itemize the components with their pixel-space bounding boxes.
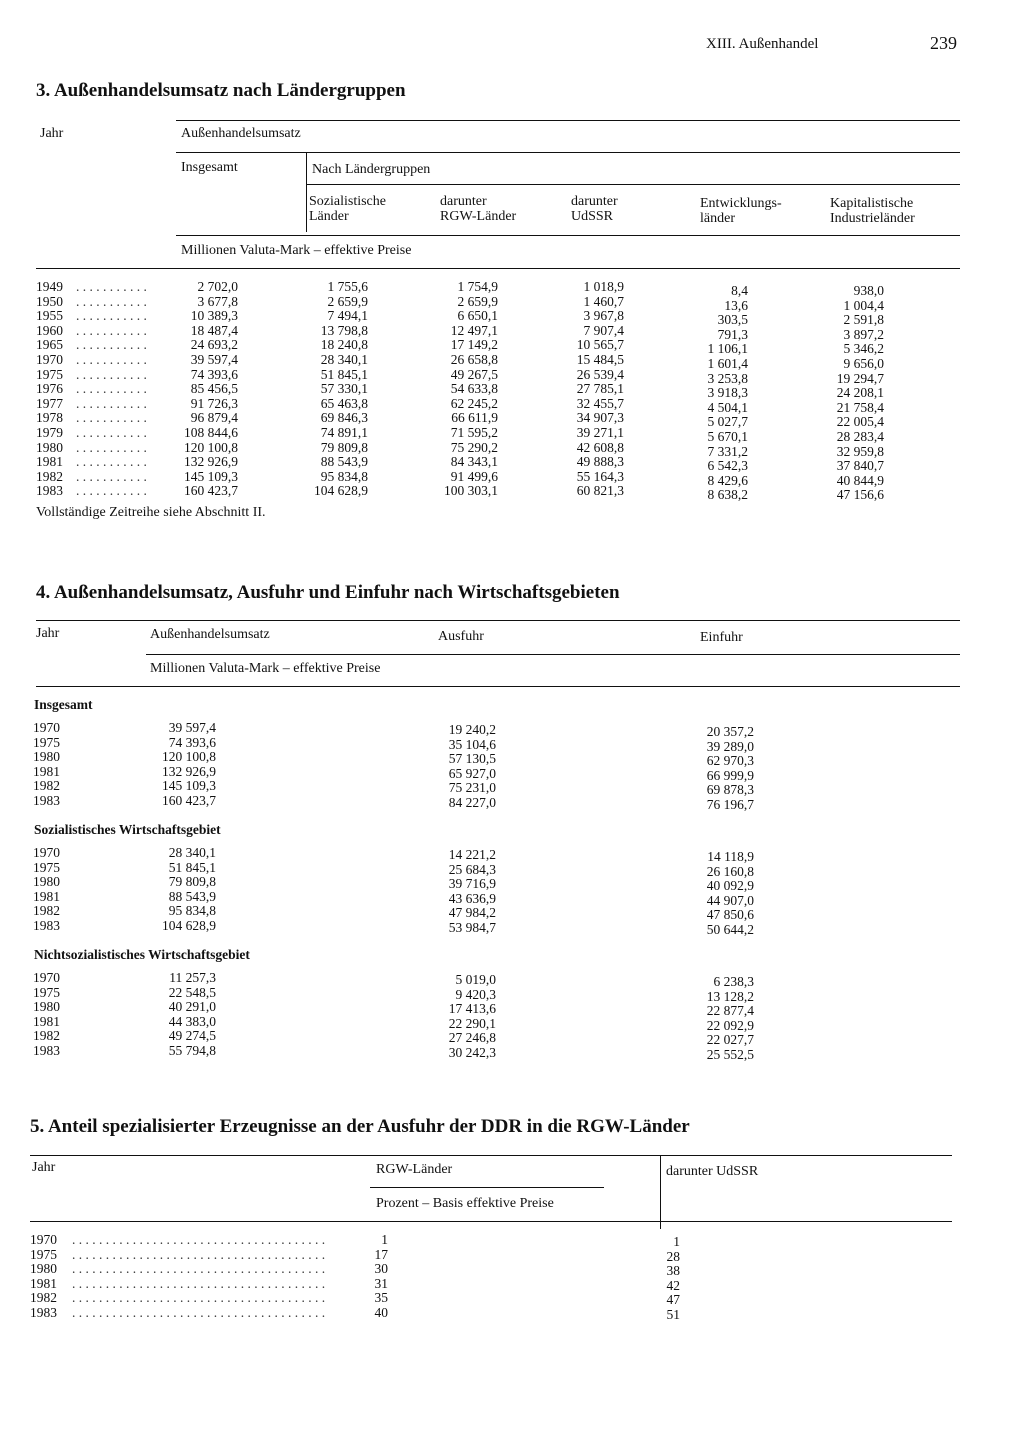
table-cell: 132 926,9 (184, 454, 238, 470)
table-cell: 66 999,9 (706, 767, 754, 783)
colhead-line: Sozialistische (309, 194, 386, 209)
table-cell-year: 1950 (36, 293, 63, 309)
table3-colhead-rgw (440, 194, 516, 224)
table-cell: 44 907,0 (706, 892, 754, 908)
table-cell: 39 597,4 (190, 351, 238, 367)
table-cell: 40 092,9 (706, 878, 754, 894)
table-cell-year: 1982 (33, 778, 60, 794)
table-cell: 55 794,8 (168, 1042, 216, 1058)
table-cell: 8 638,2 (707, 487, 748, 503)
table-cell: 42 (666, 1277, 680, 1293)
table-cell: 74 393,6 (168, 734, 216, 750)
table-cell-year: 1981 (33, 888, 60, 904)
table-cell: 5 019,0 (455, 972, 496, 987)
table-cell: 28 340,1 (320, 351, 368, 367)
table5-head-year: Jahr (32, 1160, 56, 1175)
table3-head-total: Insgesamt (181, 160, 238, 175)
leader-dots: . . . . . . . . . . . (76, 410, 147, 426)
colhead-line: Entwicklungs- (700, 196, 782, 211)
table3-head-by-group: Nach Ländergruppen (312, 162, 431, 177)
table-cell-year: 1983 (36, 483, 63, 499)
table-cell: 32 959,8 (836, 443, 884, 459)
leader-dots: . . . . . . . . . . . (76, 483, 147, 499)
table-cell: 13 128,2 (706, 988, 754, 1004)
table-cell: 22 005,4 (836, 414, 884, 430)
table-cell: 88 543,9 (320, 454, 368, 470)
table-cell: 9 656,0 (843, 355, 884, 371)
table-cell: 74 891,1 (320, 424, 368, 440)
leader-dots: . . . . . . . . . . . (76, 424, 147, 440)
table-cell: 40 291,0 (168, 999, 216, 1015)
table-cell: 10 565,7 (576, 337, 624, 353)
table-cell: 62 970,3 (706, 753, 754, 769)
table-cell: 1 (381, 1232, 388, 1247)
table-cell: 47 156,6 (836, 487, 884, 503)
table-cell: 11 257,3 (169, 970, 216, 985)
table-cell: 50 644,2 (706, 921, 754, 937)
leader-dots: . . . . . . . . . . . . . . . . . . . . . . . . . . . . . . . . . . . . . . (72, 1232, 326, 1247)
table-cell: 2 659,9 (457, 293, 498, 309)
table-cell: 1 601,4 (707, 355, 748, 371)
table-cell: 145 109,3 (184, 468, 238, 484)
table5-col-rgw (340, 1233, 388, 1321)
table-cell: 49 267,5 (450, 366, 498, 382)
table5-col-udssr (636, 1235, 680, 1323)
table-cell: 13,6 (724, 297, 748, 313)
table-cell: 44 383,0 (168, 1013, 216, 1029)
table3-colhead-entw (700, 196, 782, 226)
table-cell: 31 (374, 1275, 388, 1291)
table-cell-year: 1970 (33, 970, 60, 985)
table-cell: 51 845,1 (168, 859, 216, 875)
table-cell: 15 484,5 (576, 351, 624, 367)
table-cell: 13 798,8 (320, 322, 368, 338)
table-cell: 3 897,2 (843, 326, 884, 342)
table-cell: 6 542,3 (707, 458, 748, 474)
table-cell: 1 004,4 (843, 297, 884, 313)
table-cell-year: 1981 (36, 454, 63, 470)
table-cell: 85 456,5 (190, 381, 238, 397)
leader-dots: . . . . . . . . . . . (76, 351, 147, 367)
table3-rule-3 (306, 184, 960, 185)
table-cell: 39 271,1 (576, 424, 624, 440)
table5-title: 5. Anteil spezialisierter Erzeugnisse an der Ausfuhr der DDR in die RGW-Länder (30, 1116, 690, 1137)
table-cell: 9 420,3 (455, 986, 496, 1002)
table4-g1-einfuhr (668, 850, 754, 938)
table-cell-year: 1977 (36, 395, 63, 411)
table-cell: 4 504,1 (707, 399, 748, 415)
table4-colhead-umsatz: Außenhandelsumsatz (150, 627, 270, 642)
table-cell: 24 693,2 (190, 337, 238, 353)
table-cell-year: 1975 (33, 984, 60, 1000)
table-cell: 88 543,9 (168, 888, 216, 904)
table-cell-year: 1970 (33, 845, 60, 860)
table-cell-year: 1983 (33, 792, 60, 808)
running-head: XIII. Außenhandel (706, 36, 819, 52)
table-cell: 28 (666, 1248, 680, 1264)
leader-dots: . . . . . . . . . . . (76, 366, 147, 382)
table4-colhead-einfuhr: Einfuhr (700, 630, 743, 645)
table-cell-year: 1981 (33, 763, 60, 779)
table-cell: 3 253,8 (707, 370, 748, 386)
table3-col-total (150, 280, 238, 499)
table-cell-year: 1980 (33, 999, 60, 1015)
table4-title: 4. Außenhandelsumsatz, Ausfuhr und Einfuhr nach Wirtschaftsgebieten (36, 582, 620, 603)
page-number: 239 (930, 33, 957, 53)
table4-g2-ausfuhr (410, 973, 496, 1061)
table-cell: 30 242,3 (448, 1044, 496, 1060)
table-cell: 57 130,5 (448, 751, 496, 767)
table-cell-year: 1982 (36, 468, 63, 484)
table4-unit: Millionen Valuta-Mark – effektive Preise (150, 661, 381, 676)
table-cell-year: 1983 (30, 1304, 57, 1320)
table-cell: 7 331,2 (707, 443, 748, 459)
leader-dots: . . . . . . . . . . . . . . . . . . . . . . . . . . . . . . . . . . . . . . (72, 1304, 326, 1320)
table-cell: 25 552,5 (706, 1046, 754, 1062)
leader-dots: . . . . . . . . . . . (76, 337, 147, 353)
table-cell: 40 (374, 1304, 388, 1320)
table3-col-kap (796, 284, 884, 503)
table-cell: 18 240,8 (320, 337, 368, 353)
table-cell: 39 716,9 (448, 876, 496, 892)
table5-colhead-rgw: RGW-Länder (376, 1162, 453, 1177)
leader-dots: . . . . . . . . . . . (76, 468, 147, 484)
table-cell: 108 844,6 (184, 424, 238, 440)
table3-colhead-kap (830, 196, 915, 226)
table-cell-year: 1979 (36, 424, 63, 440)
table4-head-year: Jahr (36, 626, 60, 641)
table-cell: 22 548,5 (168, 984, 216, 1000)
table3-rule-5 (36, 268, 960, 269)
table-cell: 18 487,4 (190, 322, 238, 338)
table4-group-label: Sozialistisches Wirtschaftsgebiet (34, 822, 221, 837)
colhead-line: Kapitalistische (830, 196, 914, 211)
table-cell: 69 878,3 (706, 782, 754, 798)
table3-footnote: Vollständige Zeitreihe siehe Abschnitt II. (36, 505, 266, 520)
table-cell: 791,3 (717, 326, 748, 342)
table4-rule-2 (146, 654, 960, 655)
colhead-line: länder (700, 211, 735, 226)
table-cell: 47 850,6 (706, 907, 754, 923)
table-cell: 160 423,7 (162, 792, 216, 808)
leader-dots: . . . . . . . . . . . . . . . . . . . . . . . . . . . . . . . . . . . . . . (72, 1290, 326, 1306)
table3-colhead-soz (309, 194, 386, 224)
table-cell-year: 1980 (30, 1261, 57, 1277)
table-cell: 54 633,8 (450, 381, 498, 397)
table-cell: 32 455,7 (576, 395, 624, 411)
table-cell: 6 650,1 (457, 308, 498, 324)
colhead-line: darunter (440, 194, 487, 209)
table-cell: 160 423,7 (184, 483, 238, 499)
leader-dots: . . . . . . . . . . . . . . . . . . . . . . . . . . . . . . . . . . . . . . (72, 1275, 326, 1291)
colhead-line: UdSSR (571, 209, 614, 224)
table-cell: 17 (374, 1246, 388, 1262)
table3-vrule-1 (306, 152, 307, 232)
table-cell: 34 907,3 (576, 410, 624, 426)
table3-col-entw (660, 284, 748, 503)
table-cell: 3 967,8 (583, 308, 624, 324)
table-cell: 74 393,6 (190, 366, 238, 382)
table-cell-year: 1982 (33, 1028, 60, 1044)
table3-unit: Millionen Valuta-Mark – effektive Preise (181, 243, 412, 258)
colhead-line: Länder (309, 209, 349, 224)
table4-group-label: Nichtsozialistisches Wirtschaftsgebiet (34, 947, 250, 962)
table-cell: 49 274,5 (168, 1028, 216, 1044)
table-cell: 12 497,1 (450, 322, 498, 338)
table-cell: 49 888,3 (576, 454, 624, 470)
table-cell: 1 (673, 1234, 680, 1249)
table-cell: 17 149,2 (450, 337, 498, 353)
table-cell: 26 160,8 (706, 863, 754, 879)
leader-dots: . . . . . . . . . . . . . . . . . . . . . . . . . . . . . . . . . . . . . . (72, 1261, 326, 1277)
table4-g1-years (33, 846, 60, 934)
table-cell: 95 834,8 (168, 903, 216, 919)
table-cell: 938,0 (853, 283, 884, 298)
table-cell: 6 238,3 (713, 974, 754, 989)
table-cell-year: 1978 (36, 410, 63, 426)
table5-col-dots (72, 1233, 325, 1321)
table-cell: 1 755,6 (327, 279, 368, 294)
table-cell-year: 1981 (33, 1013, 60, 1029)
table4-g0-years (33, 721, 60, 809)
table-cell: 25 684,3 (448, 861, 496, 877)
table-cell: 57 330,1 (320, 381, 368, 397)
table-cell: 1 018,9 (583, 279, 624, 294)
table-cell-year: 1976 (36, 381, 63, 397)
table-cell: 27 785,1 (576, 381, 624, 397)
table-cell: 19 294,7 (836, 370, 884, 386)
table-cell: 2 659,9 (327, 293, 368, 309)
table-cell: 39 289,0 (706, 738, 754, 754)
table-cell: 8 429,6 (707, 472, 748, 488)
table4-rule-3 (36, 686, 960, 687)
table-cell-year: 1975 (33, 859, 60, 875)
table-cell: 26 539,4 (576, 366, 624, 382)
table-cell-year: 1983 (33, 1042, 60, 1058)
table-cell: 35 104,6 (448, 736, 496, 752)
table-cell: 3 677,8 (197, 293, 238, 309)
table5-unit: Prozent – Basis effektive Preise (376, 1196, 554, 1211)
table-cell: 8,4 (731, 283, 748, 298)
table-cell-year: 1975 (30, 1246, 57, 1262)
table-cell: 5 670,1 (707, 428, 748, 444)
leader-dots: . . . . . . . . . . . (76, 279, 147, 294)
table3-col-udssr (536, 280, 624, 499)
table-cell: 303,5 (717, 312, 748, 328)
table5-vrule (660, 1155, 661, 1229)
table4-g2-years (33, 971, 60, 1059)
table5-rule-3 (30, 1221, 952, 1222)
leader-dots: . . . . . . . . . . . (76, 293, 147, 309)
table-cell: 65 927,0 (448, 765, 496, 781)
table-cell: 66 611,9 (451, 410, 498, 426)
table-cell-year: 1955 (36, 308, 63, 324)
table-cell: 28 283,4 (836, 428, 884, 444)
table-cell: 75 231,0 (448, 780, 496, 796)
table-cell: 14 118,9 (707, 849, 754, 864)
table-cell-year: 1975 (33, 734, 60, 750)
table4-g0-umsatz (130, 721, 216, 809)
colhead-line: darunter (571, 194, 618, 209)
table-cell: 19 240,2 (448, 722, 496, 737)
table3-col-year (36, 280, 63, 499)
table-cell: 132 926,9 (162, 763, 216, 779)
table-cell-year: 1981 (30, 1275, 57, 1291)
table-cell: 22 877,4 (706, 1003, 754, 1019)
table-cell: 104 628,9 (162, 917, 216, 933)
table-cell: 24 208,1 (836, 385, 884, 401)
table-cell-year: 1960 (36, 322, 63, 338)
table-cell: 69 846,3 (320, 410, 368, 426)
table-cell: 39 597,4 (168, 720, 216, 735)
leader-dots: . . . . . . . . . . . (76, 395, 147, 411)
table-cell: 28 340,1 (168, 845, 216, 860)
table-cell: 76 196,7 (706, 796, 754, 812)
table4-g1-ausfuhr (410, 848, 496, 936)
table-cell: 120 100,8 (184, 439, 238, 455)
table-cell-year: 1982 (33, 903, 60, 919)
table3-top-rule (176, 120, 960, 121)
table-cell-year: 1970 (33, 720, 60, 735)
leader-dots: . . . . . . . . . . . (76, 308, 147, 324)
leader-dots: . . . . . . . . . . . (76, 322, 147, 338)
table-cell-year: 1970 (36, 351, 63, 367)
table3-colhead-udssr (571, 194, 618, 224)
table3-head-total-group: Außenhandelsumsatz (181, 126, 301, 141)
table-cell: 22 027,7 (706, 1032, 754, 1048)
table-cell: 53 984,7 (448, 919, 496, 935)
table-cell: 10 389,3 (190, 308, 238, 324)
table-cell: 40 844,9 (836, 472, 884, 488)
table-cell: 1 106,1 (707, 341, 748, 357)
table3-rule-2 (176, 152, 960, 153)
table-cell: 37 840,7 (836, 458, 884, 474)
table-cell: 21 758,4 (836, 399, 884, 415)
table-cell-year: 1949 (36, 279, 63, 294)
table-cell: 27 246,8 (448, 1030, 496, 1046)
table-cell: 42 608,8 (576, 439, 624, 455)
table-cell: 75 290,2 (450, 439, 498, 455)
table-cell: 17 413,6 (448, 1001, 496, 1017)
table-cell: 38 (666, 1263, 680, 1279)
table-cell: 71 595,2 (450, 424, 498, 440)
table4-group-label: Insgesamt (34, 697, 93, 712)
table-cell: 2 702,0 (197, 279, 238, 294)
leader-dots: . . . . . . . . . . . (76, 439, 147, 455)
table-cell: 55 164,3 (576, 468, 624, 484)
table-cell: 47 984,2 (448, 905, 496, 921)
table-cell: 30 (374, 1261, 388, 1277)
table3-col-soz (280, 280, 368, 499)
table-cell: 43 636,9 (448, 890, 496, 906)
table4-g2-einfuhr (668, 975, 754, 1063)
table4-top-rule (36, 620, 960, 621)
table-cell: 62 245,2 (450, 395, 498, 411)
table-cell: 51 (666, 1306, 680, 1322)
table4-g2-umsatz (130, 971, 216, 1059)
table3-col-dots (76, 280, 147, 499)
table-cell: 20 357,2 (706, 724, 754, 739)
table4-g1-umsatz (130, 846, 216, 934)
table-cell: 5 027,7 (707, 414, 748, 430)
table5-colhead-udssr: darunter UdSSR (666, 1164, 759, 1179)
leader-dots: . . . . . . . . . . . . . . . . . . . . . . . . . . . . . . . . . . . . . . (72, 1246, 326, 1262)
table3-title: 3. Außenhandelsumsatz nach Ländergruppen (36, 80, 406, 101)
table3-rule-4 (176, 235, 960, 236)
table3-head-year: Jahr (40, 126, 64, 141)
table-cell: 7 494,1 (327, 308, 368, 324)
table-cell: 2 591,8 (843, 312, 884, 328)
table-cell: 104 628,9 (314, 483, 368, 499)
table-cell: 22 290,1 (448, 1015, 496, 1031)
table-cell: 91 726,3 (190, 395, 238, 411)
table-cell: 5 346,2 (843, 341, 884, 357)
table-cell-year: 1983 (33, 917, 60, 933)
table-cell: 79 809,8 (168, 874, 216, 890)
leader-dots: . . . . . . . . . . . (76, 381, 147, 397)
table-cell: 14 221,2 (448, 847, 496, 862)
table-cell: 3 918,3 (707, 385, 748, 401)
table5-col-year (30, 1233, 57, 1321)
table-cell-year: 1975 (36, 366, 63, 382)
table5-top-rule (30, 1155, 952, 1156)
table-cell: 1 460,7 (583, 293, 624, 309)
table-cell: 91 499,6 (450, 468, 498, 484)
table-cell: 84 343,1 (450, 454, 498, 470)
table-cell: 26 658,8 (450, 351, 498, 367)
table-cell-year: 1980 (36, 439, 63, 455)
table4-g0-ausfuhr (410, 723, 496, 811)
table-cell: 84 227,0 (448, 794, 496, 810)
table-cell: 100 303,1 (444, 483, 498, 499)
table-cell: 60 821,3 (576, 483, 624, 499)
table-cell: 22 092,9 (706, 1017, 754, 1033)
table-cell-year: 1970 (30, 1232, 57, 1247)
table-cell-year: 1980 (33, 874, 60, 890)
table-cell: 79 809,8 (320, 439, 368, 455)
table-cell: 7 907,4 (583, 322, 624, 338)
table-cell: 65 463,8 (320, 395, 368, 411)
table4-g0-einfuhr (668, 725, 754, 813)
leader-dots: . . . . . . . . . . . (76, 454, 147, 470)
table-cell: 120 100,8 (162, 749, 216, 765)
colhead-line: Industrieländer (830, 211, 915, 226)
colhead-line: RGW-Länder (440, 209, 517, 224)
table-cell: 95 834,8 (320, 468, 368, 484)
table-cell: 35 (374, 1290, 388, 1306)
table-cell-year: 1982 (30, 1290, 57, 1306)
table-cell: 51 845,1 (320, 366, 368, 382)
table-cell: 1 754,9 (457, 279, 498, 294)
table-cell-year: 1980 (33, 749, 60, 765)
table-cell: 145 109,3 (162, 778, 216, 794)
table5-rule-2 (370, 1187, 604, 1188)
table-cell: 96 879,4 (190, 410, 238, 426)
table4-colhead-ausfuhr: Ausfuhr (438, 629, 484, 644)
table-cell: 47 (666, 1292, 680, 1308)
table-cell-year: 1965 (36, 337, 63, 353)
table3-col-rgw (410, 280, 498, 499)
